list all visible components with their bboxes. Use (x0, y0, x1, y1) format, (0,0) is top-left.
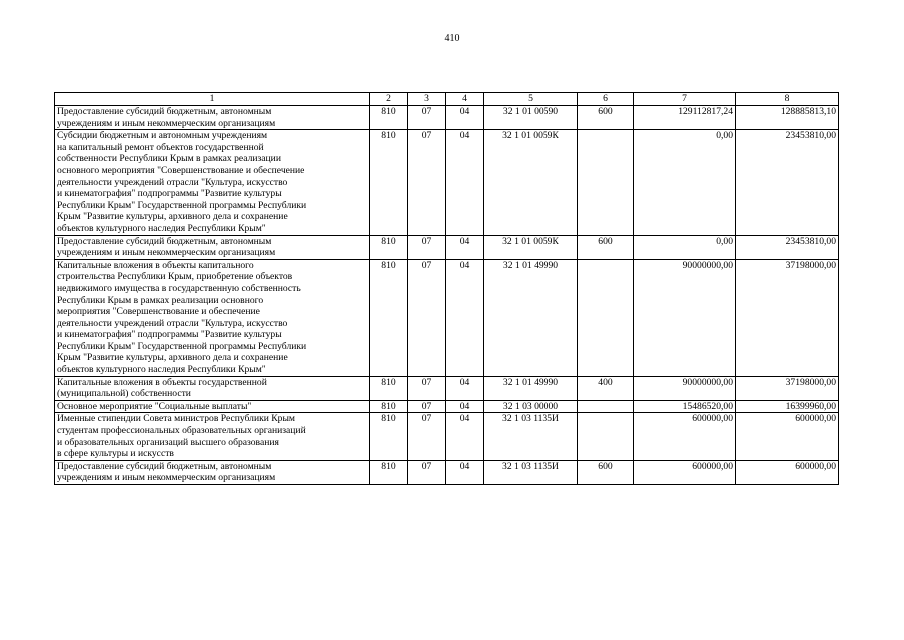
row-code-4: 04 (446, 235, 484, 259)
row-code-5: 32 1 01 49990 (484, 259, 578, 376)
header-cell-5: 5 (484, 93, 578, 106)
row-amount-7: 0,00 (634, 130, 736, 235)
table-row (55, 106, 839, 130)
header-cell-8: 8 (736, 93, 839, 106)
row-code-6: 600 (578, 460, 634, 484)
row-code-2: 810 (370, 106, 408, 130)
row-amount-7: 600000,00 (634, 460, 736, 484)
row-amount-8: 16399960,00 (736, 400, 839, 413)
row-name: Предоставление субсидий бюджетным, автономным учреждениям и иным некоммерческим организациям (55, 106, 370, 130)
row-code-3: 07 (408, 413, 446, 460)
page-number: 410 (444, 33, 460, 44)
row-name: Капитальные вложения в объекты капитального строительства Республики Крым, приобретение объектов недвижимого имущества в государственную собственность Республики Крым в рамках реализации основного мероприятия "Совершенствование и обеспечение деятельности учреждений отрасли "Культура, искусство и кинематография" подпрограммы "Развитие культуры Республики Крым" Государственной программы Республики Крым "Развитие культуры, архивного дела и сохранение объектов культурного наследия Республики Крым" (55, 259, 370, 376)
header-row (55, 93, 839, 106)
row-code-6 (578, 259, 634, 376)
row-code-4: 04 (446, 460, 484, 484)
row-code-2: 810 (370, 235, 408, 259)
row-code-3: 07 (408, 235, 446, 259)
row-code-2: 810 (370, 130, 408, 235)
table-row (55, 376, 839, 400)
row-code-6: 600 (578, 235, 634, 259)
row-code-4: 04 (446, 400, 484, 413)
row-amount-7: 15486520,00 (634, 400, 736, 413)
row-code-5: 32 1 01 0059К (484, 130, 578, 235)
table-row (55, 235, 839, 259)
header-cell-6: 6 (578, 93, 634, 106)
row-code-4: 04 (446, 413, 484, 460)
row-code-5: 32 1 03 00000 (484, 400, 578, 413)
row-code-2: 810 (370, 460, 408, 484)
row-name: Предоставление субсидий бюджетным, автономным учреждениям и иным некоммерческим организациям (55, 235, 370, 259)
row-code-6: 600 (578, 106, 634, 130)
header-cell-4: 4 (446, 93, 484, 106)
row-code-4: 04 (446, 106, 484, 130)
row-code-3: 07 (408, 376, 446, 400)
row-name: Предоставление субсидий бюджетным, автономным учреждениям и иным некоммерческим организациям (55, 460, 370, 484)
row-amount-8: 23453810,00 (736, 130, 839, 235)
row-code-5: 32 1 03 1135И (484, 413, 578, 460)
row-code-6: 400 (578, 376, 634, 400)
row-code-5: 32 1 01 0059К (484, 235, 578, 259)
row-code-5: 32 1 03 1135И (484, 460, 578, 484)
row-code-4: 04 (446, 130, 484, 235)
table-row (55, 400, 839, 413)
header-cell-2: 2 (370, 93, 408, 106)
row-code-6 (578, 400, 634, 413)
table-row (55, 413, 839, 460)
row-code-2: 810 (370, 413, 408, 460)
row-code-3: 07 (408, 400, 446, 413)
row-amount-8: 23453810,00 (736, 235, 839, 259)
row-amount-7: 90000000,00 (634, 259, 736, 376)
row-name: Субсидии бюджетным и автономным учреждениям на капитальный ремонт объектов государственной собственности Республики Крым в рамках реализации основного мероприятия "Совершенствование и обеспечение деятельности учреждений отрасли "Культура, искусство и кинематография" подпрограммы "Развитие культуры Республики Крым" Государственной программы Республики Крым "Развитие культуры, архивного дела и сохранение объектов культурного наследия Республики Крым" (55, 130, 370, 235)
row-code-2: 810 (370, 400, 408, 413)
row-code-5: 32 1 01 00590 (484, 106, 578, 130)
table-row (55, 130, 839, 235)
header-cell-3: 3 (408, 93, 446, 106)
row-code-5: 32 1 01 49990 (484, 376, 578, 400)
row-amount-7: 90000000,00 (634, 376, 736, 400)
row-code-3: 07 (408, 106, 446, 130)
table-row (55, 460, 839, 484)
row-amount-8: 600000,00 (736, 413, 839, 460)
budget-table (54, 92, 839, 485)
row-code-3: 07 (408, 460, 446, 484)
row-name: Именные стипендии Совета министров Республики Крым студентам профессиональных образовательных организаций и образовательных организаций высшего образования в сфере культуры и искусств (55, 413, 370, 460)
row-code-4: 04 (446, 259, 484, 376)
row-code-4: 04 (446, 376, 484, 400)
row-code-3: 07 (408, 259, 446, 376)
row-name: Капитальные вложения в объекты государственной (муниципальной) собственности (55, 376, 370, 400)
row-amount-7: 0,00 (634, 235, 736, 259)
row-name: Основное мероприятие "Социальные выплаты" (55, 400, 370, 413)
row-code-3: 07 (408, 130, 446, 235)
row-amount-8: 128885813,10 (736, 106, 839, 130)
row-code-2: 810 (370, 376, 408, 400)
table-body (55, 93, 839, 485)
header-cell-1: 1 (55, 93, 370, 106)
header-cell-7: 7 (634, 93, 736, 106)
row-amount-8: 37198000,00 (736, 259, 839, 376)
table-row (55, 259, 839, 376)
row-code-2: 810 (370, 259, 408, 376)
row-amount-7: 129112817,24 (634, 106, 736, 130)
row-amount-7: 600000,00 (634, 413, 736, 460)
row-code-6 (578, 130, 634, 235)
row-amount-8: 37198000,00 (736, 376, 839, 400)
row-code-6 (578, 413, 634, 460)
row-amount-8: 600000,00 (736, 460, 839, 484)
